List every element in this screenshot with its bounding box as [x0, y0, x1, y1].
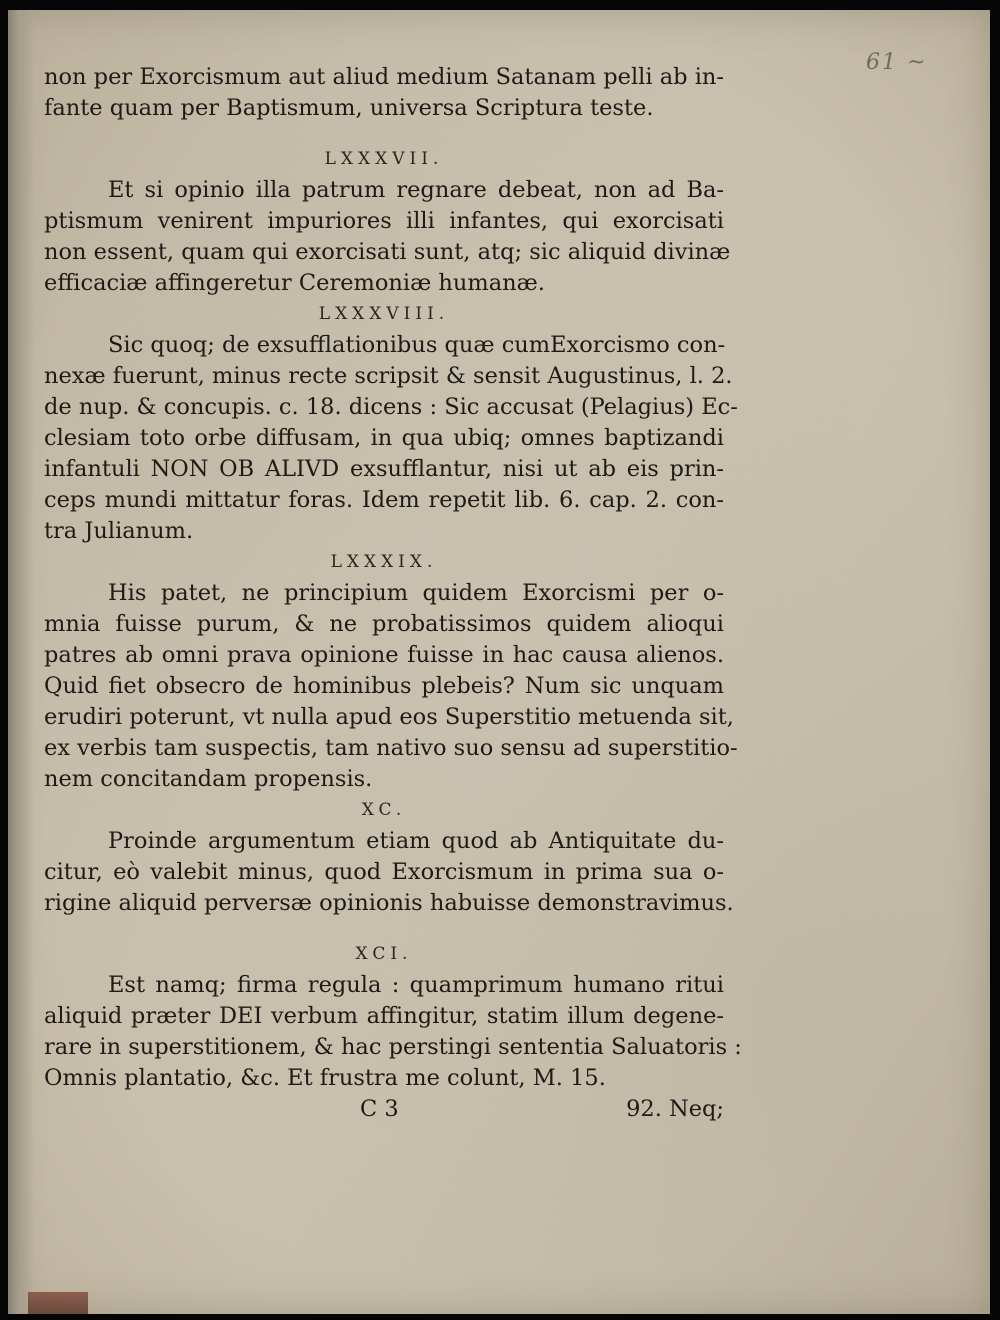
- page-binding-shadow: [8, 10, 34, 1314]
- page-text: [44, 62, 742, 1125]
- text-line: tra Julianum.: [44, 518, 194, 544]
- text-line: nexæ fuerunt, minus recte scripsit & sensit Augustinus, l. 2.: [44, 363, 733, 389]
- text-line: non essent, quam qui exorcisati sunt, atq; sic aliquid divinæ: [44, 239, 731, 265]
- signature-mark: C 3: [360, 1096, 399, 1122]
- folio-mark: 61 ~: [866, 50, 928, 75]
- text-line: aliquid præter DEI verbum affingitur, statim illum degene-: [44, 1003, 724, 1029]
- text-line: Sic quoq; de exsufflationibus quæ cumExorcismo con-: [108, 332, 726, 358]
- text-line: His patet, ne principium quidem Exorcismi per o-: [108, 580, 724, 606]
- text-line: erudiri poterunt, vt nulla apud eos Superstitio metuenda sit,: [44, 704, 734, 730]
- text-line: rigine aliquid perversæ opinionis habuisse demonstravimus.: [44, 890, 734, 916]
- catchword: 92. Neq;: [626, 1096, 724, 1122]
- text-line: ptismum venirent impuriores illi infantes, qui exorcisati: [44, 208, 724, 234]
- text-line: non per Exorcismum aut aliud medium Satanam pelli ab in-: [44, 64, 724, 90]
- section-heading: XC.: [361, 800, 407, 820]
- page-footer: [44, 1094, 724, 1125]
- section-heading: LXXXIX.: [330, 552, 438, 572]
- section-heading: LXXXVIII.: [318, 304, 450, 324]
- text-line: Et si opinio illa patrum regnare debeat, non ad Ba-: [108, 177, 724, 203]
- text-line: clesiam toto orbe diffusam, in qua ubiq; omnes baptizandi: [44, 425, 724, 451]
- text-line: ex verbis tam suspectis, tam nativo suo sensu ad superstitio-: [44, 735, 738, 761]
- text-line: de nup. & concupis. c. 18. dicens : Sic accusat (Pelagius) Ec-: [44, 394, 738, 420]
- text-line: Est namq; firma regula : quamprimum humano ritui: [108, 972, 724, 998]
- text-line: Omnis plantatio, &c. Et frustra me colunt, M. 15.: [44, 1065, 606, 1091]
- cover-edge: [28, 1292, 88, 1314]
- text-line: Quid fiet obsecro de hominibus plebeis? Num sic unquam: [44, 673, 724, 699]
- text-line: fante quam per Baptismum, universa Scriptura teste.: [44, 95, 654, 121]
- book-page: [8, 10, 990, 1314]
- text-line: nem concitandam propensis.: [44, 766, 373, 792]
- text-line: infantuli NON OB ALIVD exsufflantur, nisi ut ab eis prin-: [44, 456, 724, 482]
- text-line: Proinde argumentum etiam quod ab Antiquitate du-: [108, 828, 724, 854]
- section-heading: LXXXVII.: [324, 149, 444, 169]
- section-heading: XCI.: [355, 944, 413, 964]
- text-line: mnia fuisse purum, & ne probatissimos quidem alioqui: [44, 611, 724, 637]
- text-line: rare in superstitionem, & hac perstingi sententia Saluatoris :: [44, 1034, 742, 1060]
- text-line: efficaciæ affingeretur Ceremoniæ humanæ.: [44, 270, 545, 296]
- text-line: ceps mundi mittatur foras. Idem repetit lib. 6. cap. 2. con-: [44, 487, 724, 513]
- text-line: patres ab omni prava opinione fuisse in hac causa alienos.: [44, 642, 724, 668]
- text-line: citur, eò valebit minus, quod Exorcismum in prima sua o-: [44, 859, 724, 885]
